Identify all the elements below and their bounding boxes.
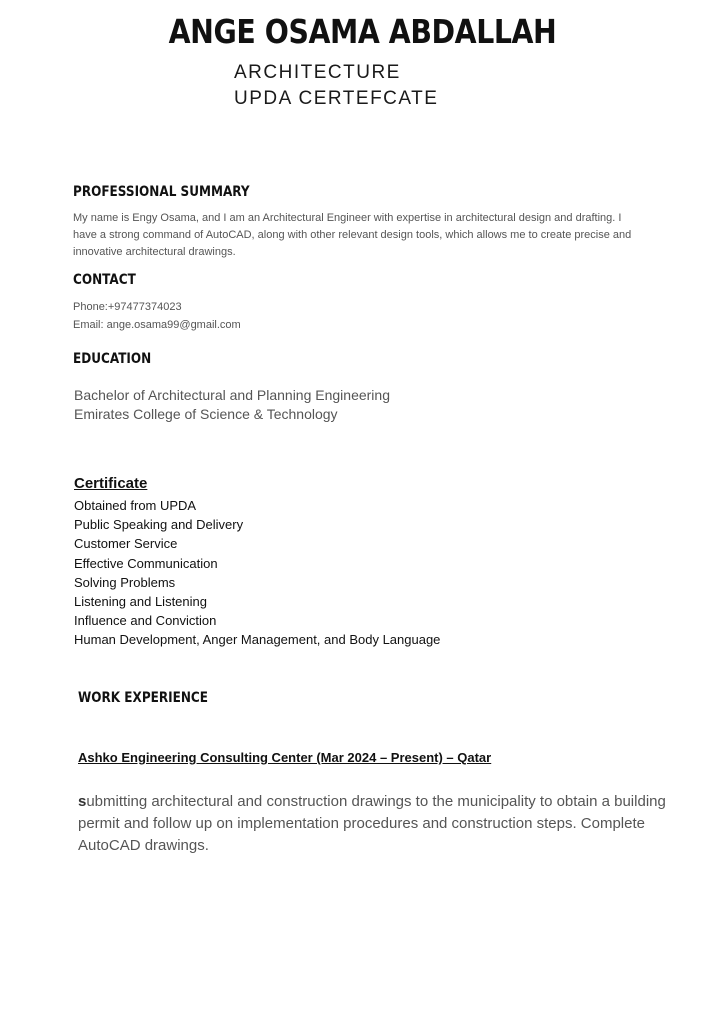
certificate-item: Influence and Conviction <box>74 613 217 629</box>
experience-heading: WORK EXPERIENCE <box>78 690 208 706</box>
certificate-list <box>74 496 440 650</box>
job-description <box>78 791 678 857</box>
contact-email: Email: ange.osama99@gmail.com <box>73 319 241 331</box>
education-degree: Bachelor of Architectural and Planning Engineering <box>74 387 390 403</box>
certificate-item: Customer Service <box>74 536 178 552</box>
contact-heading: CONTACT <box>73 272 136 288</box>
resume-subtitle-certificate: UPDA CERTEFCATE <box>234 88 439 109</box>
education-school: Emirates College of Science & Technology <box>74 406 338 422</box>
certificate-item: Obtained from UPDA <box>74 498 197 513</box>
education-heading: EDUCATION <box>73 351 152 367</box>
contact-phone: Phone:+97477374023 <box>73 301 182 313</box>
certificate-item: Solving Problems <box>74 574 176 590</box>
resume-subtitle-profession: ARCHITECTURE <box>234 62 401 83</box>
certificate-item: Human Development, Anger Management, and Body Language <box>74 632 441 648</box>
certificate-item: Listening and Listening <box>74 594 207 610</box>
job-title: Ashko Engineering Consulting Center (Mar 2024 – Present) – Qatar <box>78 750 492 765</box>
job-description-first-letter: s <box>78 793 87 810</box>
certificate-item: Public Speaking and Delivery <box>74 517 244 533</box>
job-description-text: ubmitting architectural and construction drawings to the municipality to obtain a building permit and follow up on implementation procedures and construction steps. Complete AutoCAD drawings. <box>78 793 666 854</box>
summary-heading: PROFESSIONAL SUMMARY <box>73 184 250 200</box>
resume-name: ANGE OSAMA ABDALLAH <box>168 12 557 51</box>
certificate-item: Effective Communication <box>74 555 218 571</box>
summary-text: My name is Engy Osama, and I am an Architectural Engineer with expertise in architectural design and drafting. I have a strong command of AutoCAD, along with other relevant design tools, which allows me to create precise and innovative architectural drawings. <box>73 212 632 258</box>
certificate-heading: Certificate <box>74 475 148 492</box>
